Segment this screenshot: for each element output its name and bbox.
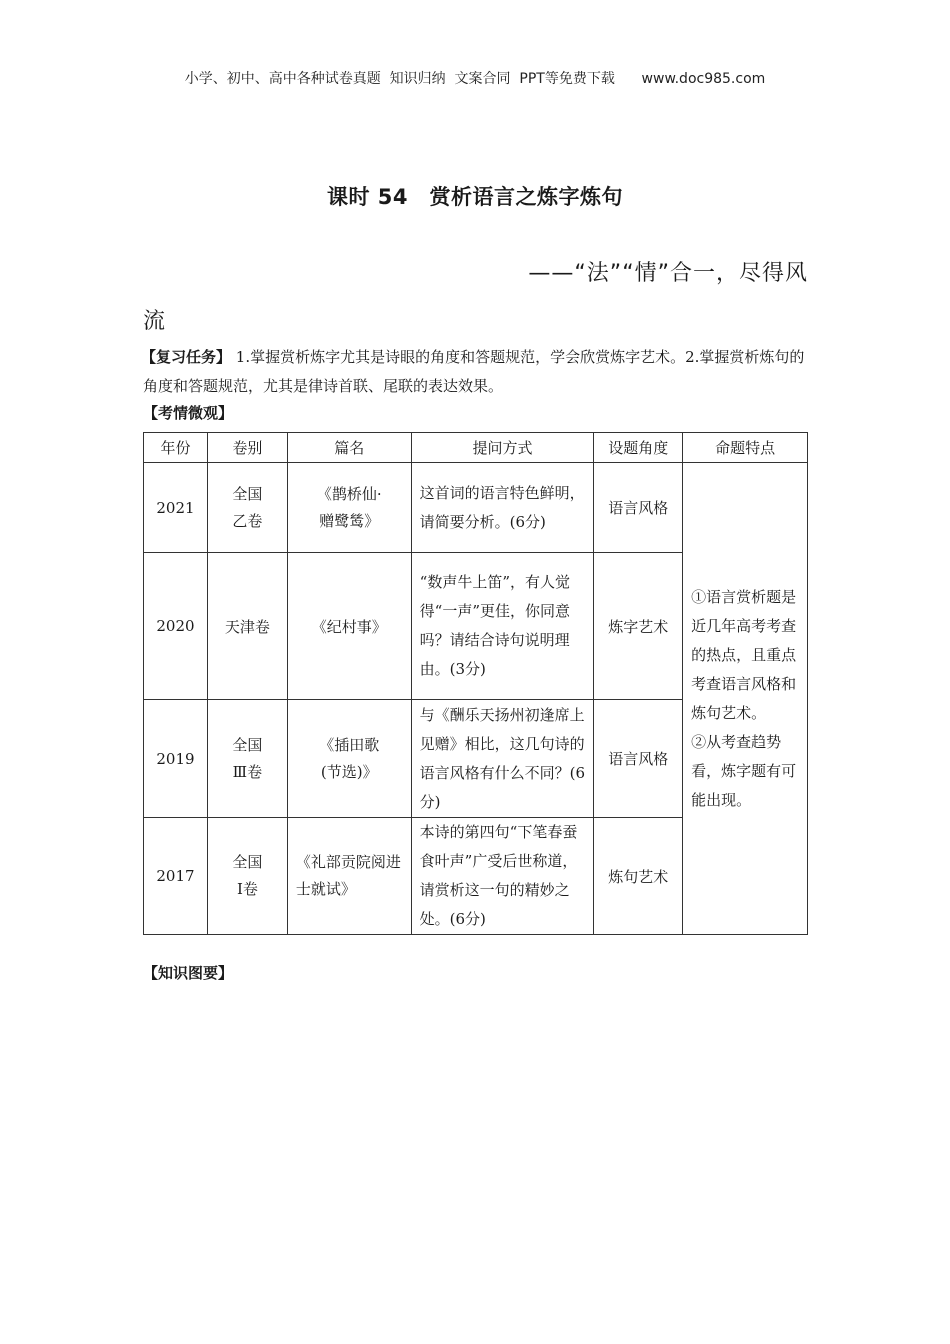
- cell-year: 2020: [144, 553, 208, 700]
- cell-angle: 语言风格: [594, 700, 683, 818]
- cell-feature: ①语言赏析题是近几年高考考查的热点，且重点考查语言风格和炼句艺术。 ②从考查趋势看，炼字题有可能出现。: [683, 463, 808, 935]
- header-title: 篇名: [287, 433, 411, 463]
- cell-title: 《鹊桥仙· 赠鹭鸶》: [287, 463, 411, 553]
- header-year: 年份: [144, 433, 208, 463]
- header-paper: 卷别: [207, 433, 287, 463]
- cell-question: “数声牛上笛”，有人觉得“一声”更佳，你同意吗？请结合诗句说明理由。(3分): [411, 553, 594, 700]
- header-feature: 命题特点: [683, 433, 808, 463]
- page-title: 课时 54 赏析语言之炼字炼句: [326, 185, 624, 209]
- header-question: 提问方式: [411, 433, 594, 463]
- review-task: [143, 343, 808, 401]
- review-task-text: 1.掌握赏析炼字尤其是诗眼的角度和答题规范，学会欣赏炼字艺术。2.掌握赏析炼句的角度和答题规范，尤其是律诗首联、尾联的表达效果。: [143, 348, 805, 395]
- cell-angle: 语言风格: [594, 463, 683, 553]
- exam-overview-label: 【考情微观】: [143, 404, 234, 422]
- cell-paper: 全国 Ⅰ卷: [207, 818, 287, 935]
- table-header-row: [144, 433, 808, 463]
- cell-title: 《礼部贡院阅进士就试》: [287, 818, 411, 935]
- header-angle: 设题角度: [594, 433, 683, 463]
- subtitle-continuation: 流: [143, 309, 166, 334]
- cell-paper: 全国 乙卷: [207, 463, 287, 553]
- knowledge-map-label: 【知识图要】: [143, 964, 234, 982]
- cell-year: 2017: [144, 818, 208, 935]
- table-row: [144, 463, 808, 553]
- cell-angle: 炼句艺术: [594, 818, 683, 935]
- cell-question: 本诗的第四句“下笔春蚕食叶声”广受后世称道，请赏析这一句的精妙之处。(6分): [411, 818, 594, 935]
- cell-question: 这首词的语言特色鲜明，请简要分析。(6分): [411, 463, 594, 553]
- cell-angle: 炼字艺术: [594, 553, 683, 700]
- page-header: 小学、初中、高中各种试卷真题 知识归纳 文案合同 PPT等免费下载 www.doc985.com: [184, 71, 766, 87]
- exam-table: [143, 432, 808, 935]
- subtitle: ——“法”“情”合一，尽得风: [528, 261, 808, 286]
- cell-paper: 全国 Ⅲ卷: [207, 700, 287, 818]
- cell-question: 与《酬乐天扬州初逢席上见赠》相比，这几句诗的语言风格有什么不同？(6分): [411, 700, 594, 818]
- cell-title: 《纪村事》: [287, 553, 411, 700]
- cell-title: 《插田歌 (节选)》: [287, 700, 411, 818]
- cell-year: 2021: [144, 463, 208, 553]
- review-task-label: 【复习任务】: [141, 348, 232, 366]
- cell-year: 2019: [144, 700, 208, 818]
- cell-paper: 天津卷: [207, 553, 287, 700]
